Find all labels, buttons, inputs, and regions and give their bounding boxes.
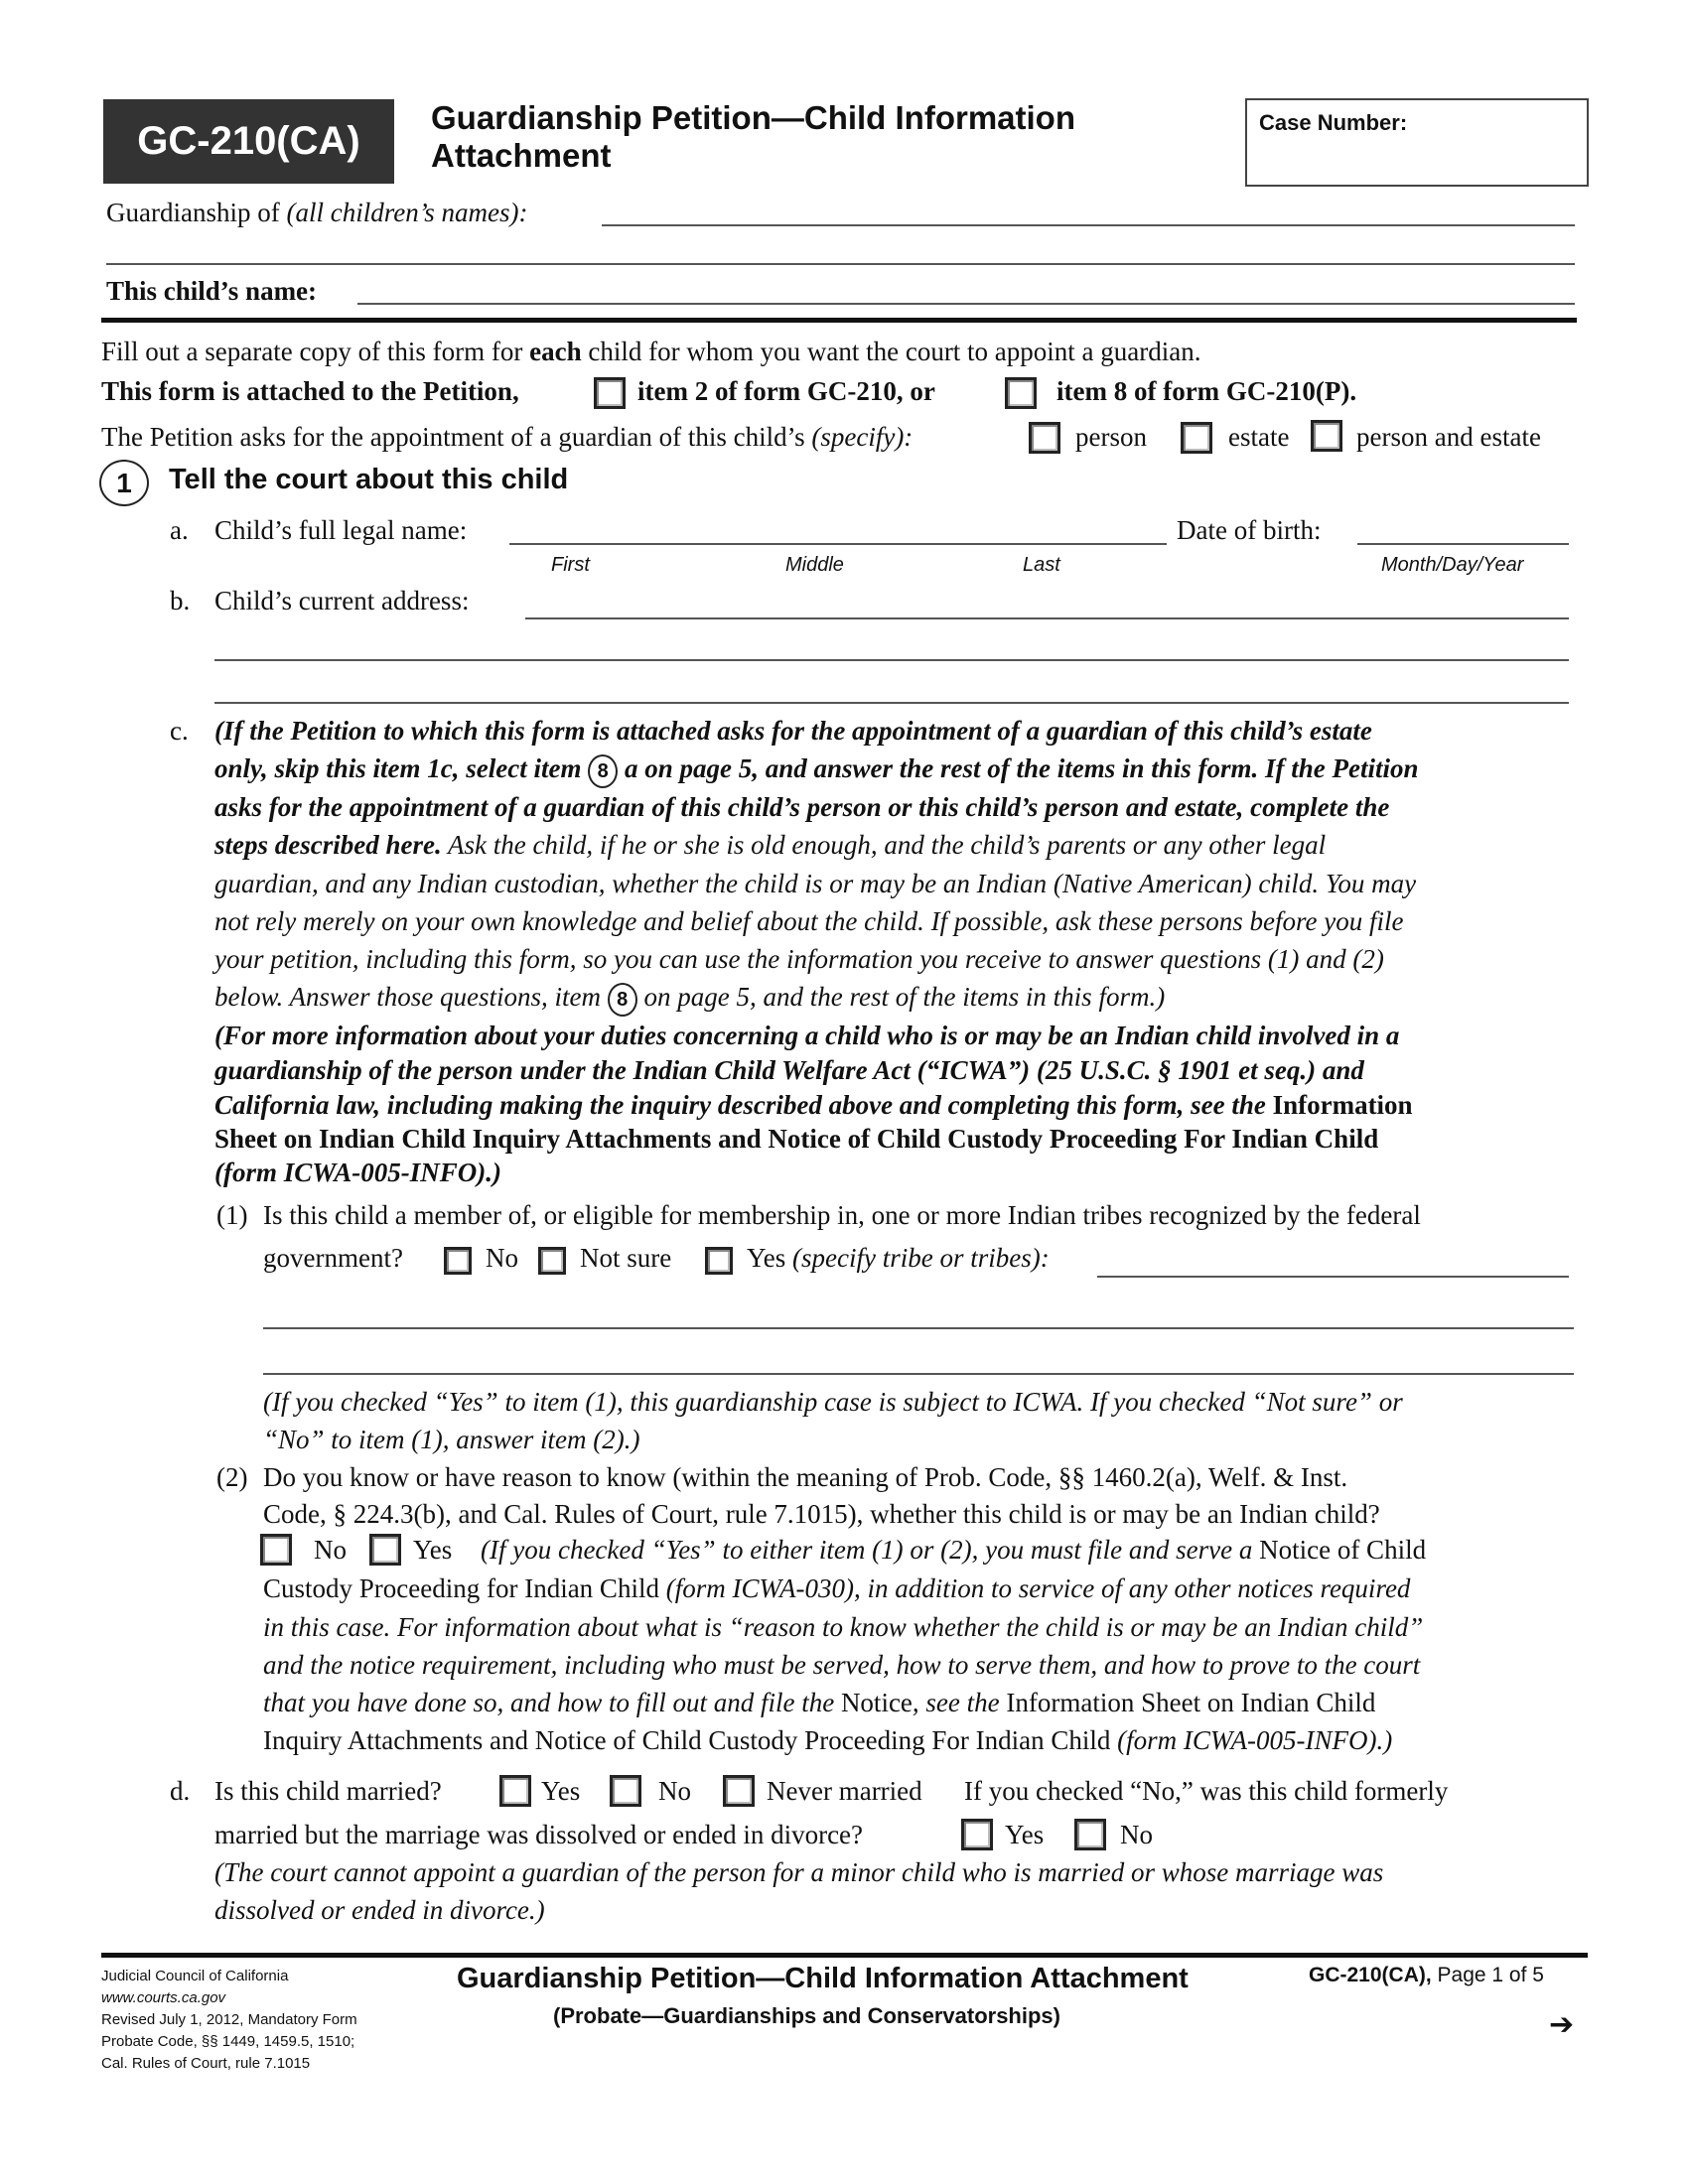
q1-yes-checkbox[interactable]	[705, 1247, 733, 1275]
item-c-line-2b: a on page 5, and answer the rest of the items in this form. If the Petition	[624, 753, 1419, 783]
guardianship-of-hint: (all children’s names):	[286, 198, 528, 227]
dissolved-question: married but the marriage was dissolved or ended in divorce?	[214, 1820, 864, 1849]
q2-yes-label: Yes	[413, 1535, 453, 1565]
item-c-line-4-bold: steps described here.	[214, 830, 442, 860]
sublabel-first: First	[551, 554, 590, 576]
q2-note-f-regular: Inquiry Attachments and Notice of Child Custody Proceeding For Indian Child	[263, 1725, 1118, 1755]
child-address-line-1	[525, 617, 1569, 619]
footer-publisher: Judicial Council of California	[101, 1968, 289, 1984]
q2-note-b-italic: (form ICWA-030), in addition to service of any other notices required	[665, 1573, 1411, 1603]
info-line-3-italic: California law, including making the inquiry described above and completing this form, see the	[214, 1090, 1273, 1120]
asks-person-checkbox[interactable]	[1029, 422, 1060, 454]
tribes-line-1	[1097, 1276, 1569, 1278]
child-legal-name-label: Child’s full legal name:	[214, 515, 468, 545]
asks-person-label: person	[1075, 422, 1147, 452]
footer-title: Guardianship Petition—Child Information Attachment	[457, 1963, 1189, 1994]
q1-no-checkbox[interactable]	[444, 1247, 472, 1275]
q2-note-e-see: , see the	[912, 1688, 1007, 1717]
married-note-line-1: (The court cannot appoint a guardian of the person for a minor child who is married or whose marriage was	[214, 1857, 1384, 1887]
dissolved-no-checkbox[interactable]	[1074, 1819, 1106, 1850]
case-number-box	[1245, 98, 1589, 187]
item-8-ref-2: 8	[608, 983, 637, 1017]
info-line-3	[214, 1089, 1413, 1121]
item-c-line-6: not rely merely on your own knowledge and belief about the child. If possible, ask these persons before you file	[214, 906, 1404, 936]
married-question: Is this child married?	[214, 1776, 442, 1806]
guardianship-of-line-2	[106, 263, 1575, 265]
q2-note-line-2	[263, 1572, 1410, 1604]
item-c-line-4	[214, 829, 1326, 861]
q2-yes-checkbox[interactable]	[369, 1534, 401, 1566]
q2-note-a-regular: Notice of Child	[1259, 1535, 1427, 1565]
married-yes-checkbox[interactable]	[499, 1775, 531, 1807]
footer-divider	[101, 1953, 1588, 1958]
never-married-checkbox[interactable]	[723, 1775, 755, 1807]
asks-person-and-estate-label: person and estate	[1356, 422, 1541, 452]
attached-label: This form is attached to the Petition,	[101, 376, 519, 406]
petition-asks-hint: (specify):	[811, 422, 914, 452]
q2-note-e-notice: Notice	[840, 1688, 913, 1717]
info-line-2: guardianship of the person under the Indian Child Welfare Act (“ICWA”) (25 U.S.C. § 1901 et seq.) and	[214, 1055, 1364, 1085]
item-c-line-8b: on page 5, and the rest of the items in this form.)	[643, 982, 1166, 1012]
form-title-line1: Guardianship Petition—Child Information	[431, 99, 1075, 136]
petition-asks-label	[101, 421, 913, 453]
item-a-letter: a.	[170, 515, 189, 545]
child-address-input[interactable]	[529, 586, 1566, 617]
sublabel-month-day-year: Month/Day/Year	[1381, 554, 1524, 576]
attached-gc210p-label: item 8 of form GC-210(P).	[1056, 376, 1357, 406]
attached-gc210-checkbox[interactable]	[594, 377, 626, 409]
next-page-arrow-icon[interactable]: ➔	[1549, 2008, 1575, 2041]
asks-person-and-estate-checkbox[interactable]	[1311, 420, 1342, 452]
married-no-label: No	[658, 1776, 691, 1806]
dob-label: Date of birth:	[1177, 515, 1322, 545]
q1-yes-text: Yes	[747, 1243, 786, 1273]
never-married-label: Never married	[767, 1776, 922, 1806]
item-c-line-8a: below. Answer those questions, item	[214, 982, 601, 1012]
attached-gc210p-checkbox[interactable]	[1005, 377, 1037, 409]
footer-page-info	[1309, 1964, 1544, 1987]
q2-note-line-6	[263, 1724, 1392, 1756]
item-c-line-2a: only, skip this item 1c, select item	[214, 753, 582, 783]
q2-note-line-3: in this case. For information about what is “reason to know whether the child is or may be an Indian child”	[263, 1612, 1424, 1642]
form-title-line2: Attachment	[431, 137, 612, 174]
item-c-letter: c.	[170, 716, 189, 746]
q1-yes-hint: (specify tribe or tribes):	[792, 1243, 1050, 1273]
child-legal-name-input[interactable]	[512, 512, 1168, 544]
form-title	[431, 99, 1075, 175]
info-line-1: (For more information about your duties concerning a child who is or may be an Indian child involved in a	[214, 1021, 1400, 1050]
q2-note-e-italic: that you have done so, and how to fill out and file the	[263, 1688, 841, 1717]
q1-line-1: Is this child a member of, or eligible for membership in, one or more Indian tribes recognized by the federal	[263, 1200, 1421, 1230]
q2-note-e-info-sheet: Information Sheet on Indian Child	[1006, 1688, 1376, 1717]
petition-asks-text: The Petition asks for the appointment of a guardian of this child’s	[101, 422, 812, 452]
tribes-line-3	[263, 1373, 1574, 1375]
item-c-line-1: (If the Petition to which this form is attached asks for the appointment of a guardian of this child’s estate	[214, 716, 1372, 746]
tribes-input[interactable]	[1100, 1243, 1569, 1275]
intro-line	[101, 336, 1201, 367]
dissolved-yes-label: Yes	[1005, 1820, 1045, 1849]
q2-no-label: No	[314, 1535, 347, 1565]
q2-no-checkbox[interactable]	[260, 1534, 292, 1566]
info-line-4: Sheet on Indian Child Inquiry Attachments and Notice of Child Custody Proceeding For Indian Child	[214, 1124, 1379, 1154]
item-c-line-8	[214, 981, 1165, 1017]
footer-page-number: Page 1 of 5	[1431, 1964, 1544, 1986]
case-number-input[interactable]	[1259, 142, 1581, 180]
q1-yes-label	[747, 1242, 1050, 1274]
info-line-5: (form ICWA-005-INFO).)	[214, 1158, 501, 1187]
q1-note-line-1: (If you checked “Yes” to item (1), this guardianship case is subject to ICWA. If you checked “Not sure” or	[263, 1387, 1403, 1417]
footer-probate-code: Probate Code, §§ 1449, 1459.5, 1510;	[101, 2033, 355, 2050]
footer-subtitle: (Probate—Guardianships and Conservatorships)	[553, 2003, 1060, 2028]
tribes-line-2	[263, 1327, 1574, 1329]
item-b-letter: b.	[170, 586, 191, 615]
footer-left	[101, 1966, 357, 2075]
intro-text-pre: Fill out a separate copy of this form for	[101, 337, 530, 366]
formerly-married-question: If you checked “No,” was this child formerly	[964, 1776, 1449, 1806]
section-1-number: 1	[99, 460, 149, 506]
item-c-line-2	[214, 752, 1419, 788]
dissolved-no-label: No	[1120, 1820, 1153, 1849]
child-address-line-3	[214, 702, 1569, 704]
asks-estate-label: estate	[1228, 422, 1290, 452]
child-address-label: Child’s current address:	[214, 586, 470, 615]
q2-line-1: Do you know or have reason to know (within the meaning of Prob. Code, §§ 1460.2(a), Welf. & Inst.	[263, 1462, 1348, 1492]
sublabel-last: Last	[1023, 554, 1060, 576]
q1-no-label: No	[486, 1243, 518, 1273]
attached-gc210-label: item 2 of form GC-210, or	[637, 376, 935, 406]
item-8-ref-1: 8	[588, 754, 618, 788]
sublabel-middle: Middle	[785, 554, 844, 576]
guardianship-of-text: Guardianship of	[106, 198, 287, 227]
intro-text-post: child for whom you want the court to appoint a guardian.	[581, 337, 1201, 366]
item-c-line-4-rest: Ask the child, if he or she is old enough, and the child’s parents or any other legal	[441, 830, 1327, 860]
case-number-label: Case Number:	[1259, 110, 1408, 135]
intro-text-bold: each	[529, 337, 582, 366]
dob-input[interactable]	[1360, 512, 1571, 544]
q1-not-sure-checkbox[interactable]	[538, 1247, 566, 1275]
item-c-line-5: guardian, and any Indian custodian, whether the child is or may be an Indian (Native American) child. You may	[214, 869, 1417, 898]
q1-number: (1)	[216, 1200, 248, 1230]
item-c-line-3: asks for the appointment of a guardian of this child’s person or this child’s person and estate, complete the	[214, 792, 1390, 822]
form-id-badge: GC-210(CA)	[103, 99, 394, 184]
q2-number: (2)	[216, 1462, 248, 1492]
item-c-line-7: your petition, including this form, so you can use the information you receive to answer questions (1) and (2)	[214, 944, 1384, 974]
footer-website-link[interactable]: www.courts.ca.gov	[101, 1989, 226, 2006]
section-1-title: Tell the court about this child	[169, 464, 569, 495]
this-child-name-input[interactable]	[361, 273, 1575, 305]
q2-note-a-italic: (If you checked “Yes” to either item (1) or (2), you must file and serve a	[481, 1535, 1260, 1565]
married-yes-label: Yes	[541, 1776, 581, 1806]
dissolved-yes-checkbox[interactable]	[961, 1819, 993, 1850]
child-address-line-2	[214, 659, 1569, 661]
guardianship-of-input[interactable]	[606, 195, 1573, 226]
q1-line-2-label: government?	[263, 1243, 403, 1273]
header-divider	[101, 318, 1577, 323]
q2-note-line-4: and the notice requirement, including who must be served, how to serve them, and how to prove to the court	[263, 1650, 1421, 1680]
q1-not-sure-label: Not sure	[580, 1243, 672, 1273]
info-line-3-regular: Information	[1272, 1090, 1413, 1120]
asks-estate-checkbox[interactable]	[1181, 422, 1212, 454]
q2-line-2: Code, § 224.3(b), and Cal. Rules of Court, rule 7.1015), whether this child is or may be an Indian child?	[263, 1499, 1380, 1529]
q2-note-line-1	[481, 1534, 1426, 1566]
item-d-letter: d.	[170, 1776, 191, 1806]
married-no-checkbox[interactable]	[610, 1775, 641, 1807]
footer-revised: Revised July 1, 2012, Mandatory Form	[101, 2011, 357, 2028]
footer-rules-of-court: Cal. Rules of Court, rule 7.1015	[101, 2055, 311, 2072]
q2-note-f-italic: (form ICWA-005-INFO).)	[1117, 1725, 1393, 1755]
q1-note-line-2: “No” to item (1), answer item (2).)	[263, 1425, 640, 1454]
q2-note-line-5	[263, 1687, 1375, 1718]
q2-note-b-regular: Custody Proceeding for Indian Child	[263, 1573, 666, 1603]
this-child-name-label: This child’s name:	[106, 276, 318, 306]
footer-form-id: GC-210(CA),	[1309, 1964, 1432, 1986]
guardianship-of-label	[106, 197, 527, 228]
married-note-line-2: dissolved or ended in divorce.)	[214, 1895, 545, 1925]
